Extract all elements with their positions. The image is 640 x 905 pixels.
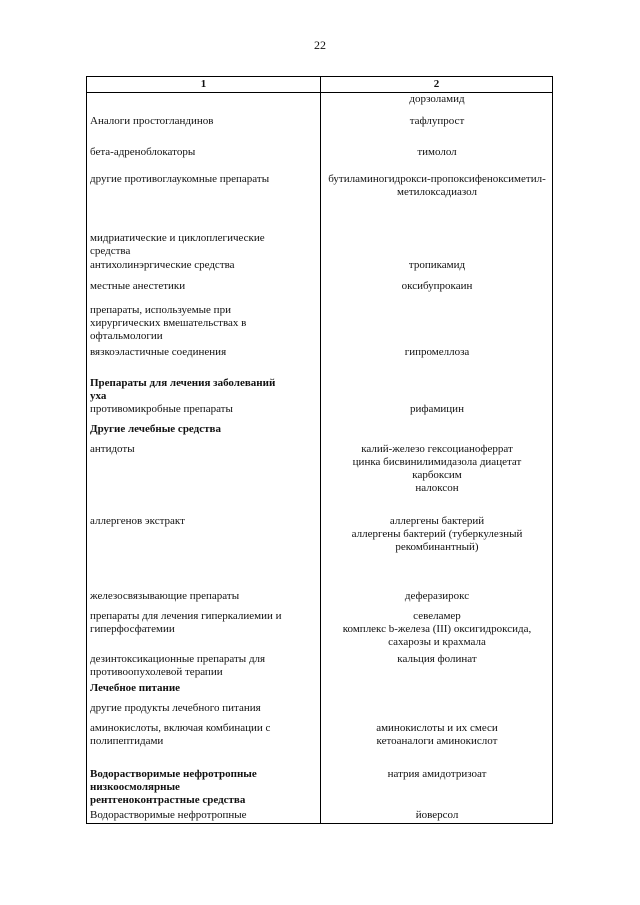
category-line: офтальмологии — [90, 329, 163, 342]
category-line: антихолинэргические средства — [90, 258, 235, 271]
category-cell — [87, 590, 321, 610]
category-cell — [87, 232, 321, 259]
category-cell — [87, 146, 321, 173]
category-line: хирургических вмешательствах в — [90, 316, 247, 329]
category-line: аллергенов экстракт — [90, 514, 185, 527]
category-cell — [87, 610, 321, 653]
category-cell — [87, 722, 321, 768]
category-cell — [87, 443, 321, 515]
category-line: гиперфосфатемии — [90, 622, 175, 635]
drug-line: комплекс b-железа (III) оксигидроксида, — [342, 622, 532, 635]
category-line: Препараты для лечения заболеваний — [90, 376, 276, 389]
drug-cell — [321, 653, 553, 682]
drug-cell — [321, 515, 553, 590]
category-line: антидоты — [90, 442, 135, 455]
table-row — [87, 403, 553, 423]
category-line: мидриатические и циклоплегические — [90, 231, 265, 244]
category-cell — [87, 682, 321, 702]
category-line: вязкоэластичные соединения — [90, 345, 227, 358]
page-number: 22 — [314, 38, 326, 52]
drug-line: аллергены бактерий — [389, 514, 485, 527]
drug-line: севеламер — [413, 609, 461, 622]
category-line: бета-адреноблокаторы — [90, 145, 196, 158]
table-row — [87, 809, 553, 824]
drug-cell — [321, 232, 553, 259]
drug-cell — [321, 610, 553, 653]
table-row — [87, 146, 553, 173]
category-cell — [87, 702, 321, 722]
drug-line: тропикамид — [408, 258, 466, 271]
category-line: препараты, используемые при — [90, 303, 231, 316]
drug-line: дорзоламид — [409, 93, 465, 105]
category-cell — [87, 809, 321, 824]
category-line: уха — [90, 389, 107, 402]
category-line: Аналоги простогландинов — [90, 114, 214, 127]
category-line: дезинтоксикационные препараты для — [90, 652, 266, 665]
category-line: Водорастворимые нефротропные — [90, 767, 257, 780]
drug-cell — [321, 768, 553, 809]
drug-line: налоксон — [415, 481, 459, 494]
drug-line: кетоаналоги аминокислот — [376, 734, 498, 747]
drug-cell — [321, 280, 553, 304]
table-row — [87, 768, 553, 809]
category-line: противоопухолевой терапии — [90, 665, 223, 678]
drug-table — [86, 76, 553, 824]
drug-line: сахарозы и крахмала — [388, 635, 486, 648]
category-cell — [87, 377, 321, 403]
drug-cell — [321, 115, 553, 146]
table-row — [87, 653, 553, 682]
table-row — [87, 173, 553, 232]
drug-cell — [321, 809, 553, 824]
table-row — [87, 115, 553, 146]
drug-line: деферазирокс — [404, 589, 470, 602]
drug-cell — [321, 403, 553, 423]
table-row — [87, 304, 553, 346]
category-line: железосвязывающие препараты — [90, 589, 240, 602]
category-cell — [87, 653, 321, 682]
drug-line: аминокислоты и их смеси — [376, 721, 498, 734]
drug-line: цинка бисвинилимидазола диацетат — [352, 455, 522, 468]
drug-cell — [321, 590, 553, 610]
category-cell — [87, 280, 321, 304]
category-cell — [87, 346, 321, 377]
drug-cell — [321, 146, 553, 173]
drug-cell — [321, 377, 553, 403]
table-row — [87, 722, 553, 768]
category-cell — [87, 403, 321, 423]
table-row — [87, 259, 553, 280]
table-row — [87, 232, 553, 259]
column-header-1: 1 — [87, 77, 321, 93]
table-row — [87, 515, 553, 590]
category-cell — [87, 115, 321, 146]
drug-line: карбоксим — [412, 468, 462, 481]
category-line: полипептидами — [90, 734, 164, 747]
table-row — [87, 610, 553, 653]
category-line: средства — [90, 244, 131, 257]
table-row — [87, 346, 553, 377]
table-row — [87, 702, 553, 722]
category-cell — [87, 304, 321, 346]
drug-line: натрия амидотризоат — [387, 767, 487, 780]
category-line: Другие лечебные средства — [90, 422, 221, 435]
category-line: низкоосмолярные — [90, 780, 180, 793]
category-line: препараты для лечения гиперкалиемии и — [90, 609, 282, 622]
drug-line: бутиламиногидрокси-пропоксифеноксиметил- — [328, 172, 546, 185]
drug-line: калий-железо гексоцианоферрат — [361, 442, 513, 455]
drug-line: оксибупрокаин — [401, 279, 473, 292]
category-cell — [87, 423, 321, 443]
drug-cell — [321, 173, 553, 232]
table-row — [87, 682, 553, 702]
category-cell — [87, 768, 321, 809]
category-cell — [87, 93, 321, 115]
table-body — [87, 93, 553, 824]
drug-cell — [321, 259, 553, 280]
drug-line: рекомбинантный) — [395, 540, 479, 553]
column-header-2: 2 — [321, 77, 553, 93]
drug-line: тимолол — [417, 145, 457, 158]
drug-cell — [321, 304, 553, 346]
table-row — [87, 443, 553, 515]
table-row — [87, 423, 553, 443]
drug-cell — [321, 702, 553, 722]
drug-cell — [321, 443, 553, 515]
drug-cell — [321, 722, 553, 768]
table-row — [87, 377, 553, 403]
drug-line: тафлупрост — [409, 114, 465, 127]
category-line: Водорастворимые нефротропные — [90, 808, 247, 821]
drug-cell — [321, 346, 553, 377]
drug-line: йоверсол — [415, 808, 459, 821]
drug-line: кальция фолинат — [397, 652, 477, 665]
category-cell — [87, 259, 321, 280]
category-line: Лечебное питание — [90, 681, 181, 694]
category-line: другие противоглаукомные препараты — [90, 172, 270, 185]
category-line: рентгеноконтрастные средства — [90, 793, 246, 806]
table-header-row — [87, 77, 553, 93]
category-line: другие продукты лечебного питания — [90, 701, 261, 714]
drug-cell — [321, 682, 553, 702]
table-row — [87, 590, 553, 610]
category-cell — [87, 515, 321, 590]
table-row — [87, 280, 553, 304]
category-cell — [87, 173, 321, 232]
drug-line: рифамицин — [410, 402, 464, 415]
drug-line: гипромеллоза — [404, 345, 470, 358]
category-line: аминокислоты, включая комбинации с — [90, 721, 271, 734]
drug-line: аллергены бактерий (туберкулезный — [351, 527, 523, 540]
table-row — [87, 93, 553, 115]
drug-line: метилоксадиазол — [397, 185, 477, 198]
drug-cell — [321, 423, 553, 443]
category-line: противомикробные препараты — [90, 402, 233, 415]
drug-cell — [321, 93, 553, 115]
category-line: местные анестетики — [90, 279, 186, 292]
